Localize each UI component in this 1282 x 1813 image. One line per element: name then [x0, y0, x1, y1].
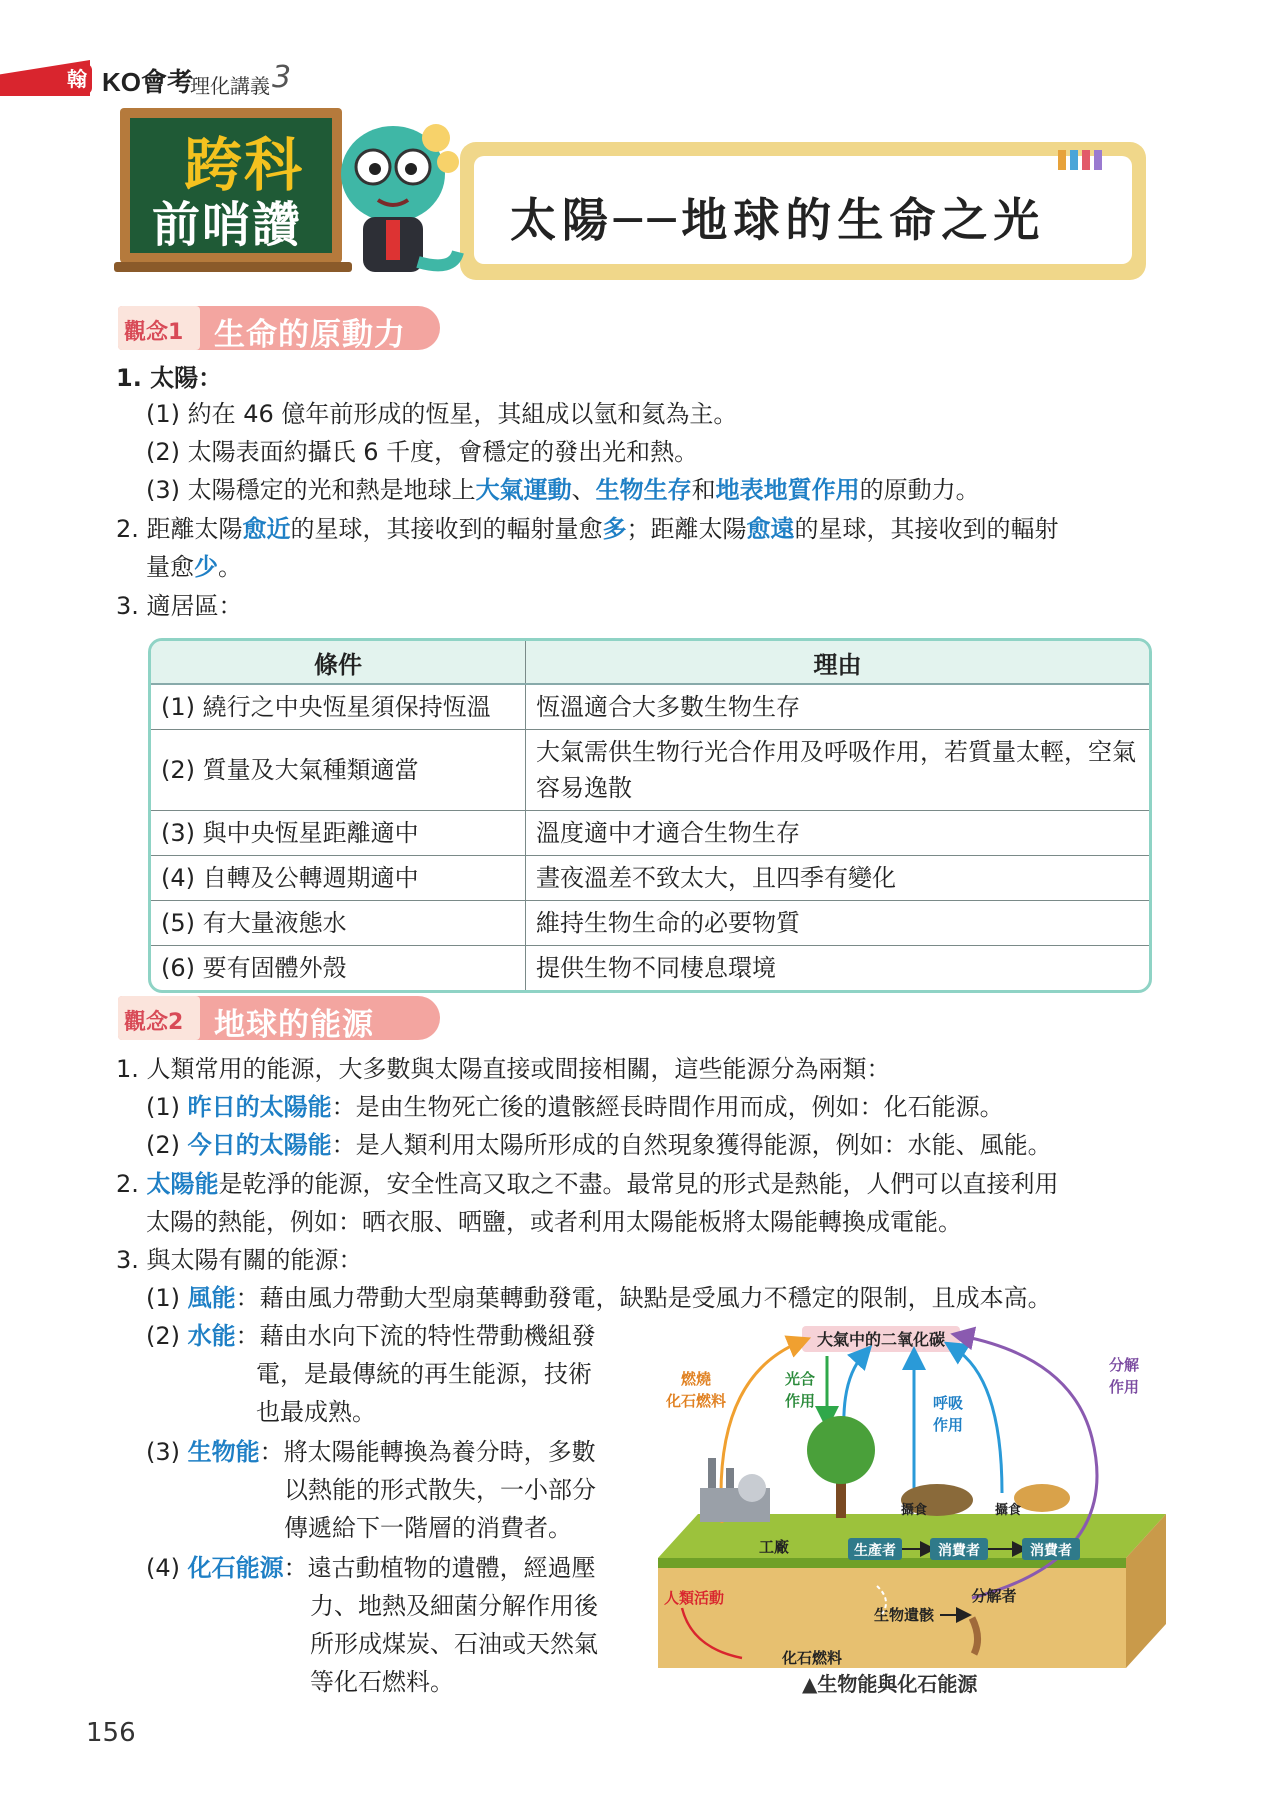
bio-energy-line2: 以熱能的形式散失，一小部分	[284, 1476, 596, 1504]
solar-energy-line1: 2. 太陽能是乾淨的能源，安全性高又取之不盡。最常見的形式是熱能，人們可以直接利用	[116, 1170, 1059, 1198]
hydro-energy-line3: 也最成熟。	[256, 1398, 376, 1426]
producer-label: 生產者	[854, 1543, 896, 1559]
respiration-label-2: 作用	[932, 1416, 964, 1434]
factory-label: 工廠	[758, 1538, 790, 1556]
hydro-energy-line1: (2) 水能：藉由水向下流的特性帶動機組發	[146, 1322, 596, 1350]
table-row	[151, 811, 1149, 856]
concept1-header	[118, 306, 440, 353]
carbon-cycle-diagram	[652, 1318, 1168, 1673]
concept2-label: 觀念2	[124, 1010, 184, 1035]
photosynthesis-label-1: 光合	[784, 1370, 816, 1388]
energy-para-1: 1. 人類常用的能源，大多數與太陽直接或間接相關，這些能源分為兩類：	[116, 1055, 891, 1083]
habitable-zone-heading: 3. 適居區：	[116, 592, 243, 620]
table-cell-condition: (1) 繞行之中央恆星須保持恆溫	[151, 684, 526, 730]
fossil-energy-line3: 所形成煤炭、石油或天然氣	[310, 1630, 598, 1658]
respiration-label-1: 呼吸	[932, 1394, 964, 1412]
table-row	[151, 730, 1149, 811]
distance-paragraph-line2: 量愈少。	[146, 553, 242, 581]
remains-label: 生物遺骸	[873, 1606, 935, 1624]
page-title: 太陽──地球的生命之光	[510, 193, 1046, 247]
table-row	[151, 901, 1149, 946]
pencils-icon	[1056, 148, 1112, 172]
lion-icon	[1014, 1484, 1070, 1512]
energy-item-yesterday: (1) 昨日的太陽能：是由生物死亡後的遺骸經長時間作用而成，例如：化石能源。	[146, 1093, 1004, 1121]
consumer-label-2: 消費者	[1030, 1543, 1072, 1559]
burning-label-2: 化石燃料	[665, 1392, 727, 1410]
table-row	[151, 946, 1149, 991]
fossil-energy-line4: 等化石燃料。	[310, 1668, 454, 1696]
sun-heading: 1. 太陽：	[116, 364, 223, 392]
tree-icon	[807, 1416, 875, 1518]
related-energy-heading: 3. 與太陽有關的能源：	[116, 1246, 363, 1274]
eat-label-1: 攝食	[900, 1503, 928, 1518]
energy-item-today: (2) 今日的太陽能：是人類利用太陽所形成的自然現象獲得能源，例如：水能、風能。	[146, 1131, 1052, 1159]
table-cell-reason: 大氣需供生物行光合作用及呼吸作用，若質量太輕，空氣容易逸散	[526, 730, 1150, 811]
concept1-label: 觀念1	[124, 320, 184, 345]
human-activity-label: 人類活動	[663, 1589, 725, 1607]
table-cell-condition: (5) 有大量液態水	[151, 901, 526, 946]
hydro-energy-line2: 電，是最傳統的再生能源，技術	[256, 1360, 592, 1388]
figure-caption: ▲生物能與化石能源	[802, 1672, 978, 1696]
solar-energy-line2: 太陽的熱能，例如：晒衣服、晒鹽，或者利用太陽能板將太陽能轉換成電能。	[146, 1208, 962, 1236]
decomposition-label-2: 作用	[1108, 1378, 1140, 1396]
table-cell-reason: 恆溫適合大多數生物生存	[526, 684, 1150, 730]
wind-energy-item: (1) 風能：藉由風力帶動大型扇葉轉動發電，缺點是受風力不穩定的限制，且成本高。	[146, 1284, 1052, 1312]
table-cell-reason: 維持生物生命的必要物質	[526, 901, 1150, 946]
factory-icon	[700, 1458, 770, 1522]
page-number: 156	[86, 1718, 136, 1748]
eat-label-2: 攝食	[994, 1503, 1022, 1518]
brand-title: KO會考	[102, 67, 194, 97]
table-row	[151, 684, 1149, 730]
distance-paragraph-line1: 2. 距離太陽愈近的星球，其接收到的輻射量愈多；距離太陽愈遠的星球，其接收到的輻射	[116, 515, 1059, 543]
chalkboard-line1: 跨科	[184, 131, 305, 199]
burning-label-1: 燃燒	[680, 1370, 712, 1388]
table-row	[151, 856, 1149, 901]
fossil-energy-line2: 力、地熱及細菌分解作用後	[310, 1592, 598, 1620]
concept1-title: 生命的原動力	[214, 317, 406, 353]
sun-item-3: (3) 太陽穩定的光和熱是地球上大氣運動、生物生存和地表地質作用的原動力。	[146, 476, 980, 504]
dinosaur-mascot-icon	[318, 112, 468, 287]
table-header-reason: 理由	[526, 641, 1150, 684]
co2-label: 大氣中的二氧化碳	[816, 1330, 946, 1349]
book-subtitle: 理化講義	[190, 74, 270, 98]
habitable-zone-table	[148, 638, 1152, 993]
photosynthesis-label-2: 作用	[784, 1392, 816, 1410]
chalkboard-tray	[114, 262, 352, 272]
consumer-label-1: 消費者	[938, 1543, 980, 1559]
table-cell-reason: 提供生物不同棲息環境	[526, 946, 1150, 991]
sun-item-1: (1) 約在 46 億年前形成的恆星，其組成以氫和氦為主。	[146, 400, 738, 428]
chalkboard-line2: 前哨讚	[152, 197, 303, 253]
fossil-energy-line1: (4) 化石能源：遠古動植物的遺體，經過壓	[146, 1554, 596, 1582]
table-cell-reason: 晝夜溫差不致太大，且四季有變化	[526, 856, 1150, 901]
decomposer-label: 分解者	[971, 1587, 1017, 1605]
concept2-title: 地球的能源	[214, 1007, 374, 1043]
publisher-logo: 翰	[62, 64, 92, 94]
table-cell-condition: (3) 與中央恆星距離適中	[151, 811, 526, 856]
volume-number: 3	[272, 60, 292, 95]
sun-item-2: (2) 太陽表面約攝氏 6 千度，會穩定的發出光和熱。	[146, 438, 699, 466]
bio-energy-line1: (3) 生物能：將太陽能轉換為養分時，多數	[146, 1438, 596, 1466]
table-cell-reason: 溫度適中才適合生物生存	[526, 811, 1150, 856]
bio-energy-line3: 傳遞給下一階層的消費者。	[284, 1514, 572, 1542]
fossil-fuel-label: 化石燃料	[781, 1649, 843, 1667]
table-cell-condition: (6) 要有固體外殼	[151, 946, 526, 991]
table-cell-condition: (2) 質量及大氣種類適當	[151, 730, 526, 811]
concept2-header	[118, 996, 440, 1043]
decomposition-label-1: 分解	[1108, 1356, 1140, 1374]
table-header-condition: 條件	[151, 641, 526, 684]
table-cell-condition: (4) 自轉及公轉週期適中	[151, 856, 526, 901]
